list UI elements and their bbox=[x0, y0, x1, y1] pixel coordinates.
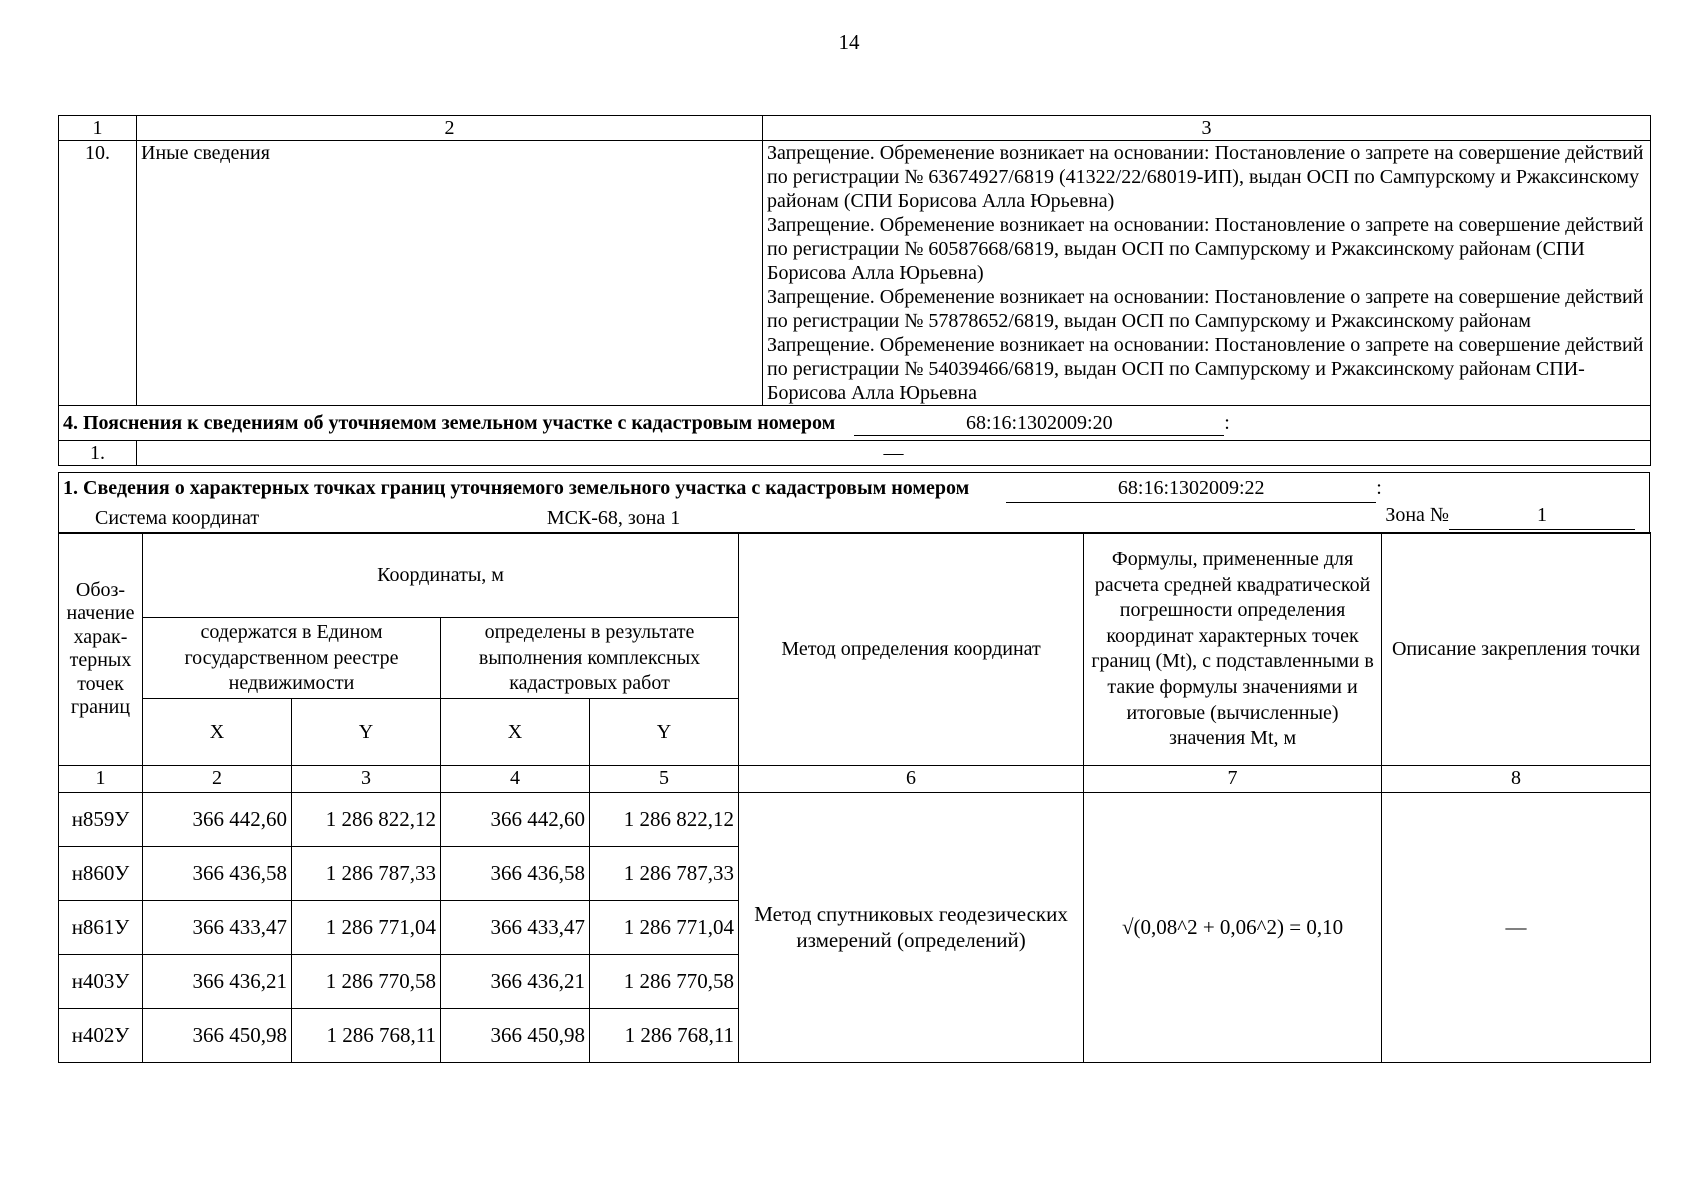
y-complex: 1 286 822,12 bbox=[590, 793, 739, 847]
point-name: н402У bbox=[59, 1009, 143, 1063]
y-complex: 1 286 787,33 bbox=[590, 847, 739, 901]
col-number: 2 bbox=[137, 116, 763, 141]
x-egrn: 366 433,47 bbox=[143, 901, 292, 955]
encumbrance-note: Запрещение. Обременение возникает на основании: Постановление о запрете на совершение действий по регистрации № 57878652/6819, выдан ОСП по Сампурскому и Ржаксинскому районам bbox=[767, 286, 1644, 332]
x-complex: 366 436,21 bbox=[441, 955, 590, 1009]
section4-title-row bbox=[59, 406, 1651, 441]
section1-title: 1. Сведения о характерных точках границ уточняемого земельного участка с кадастровым номером bbox=[63, 477, 970, 500]
encumbrance-note: Запрещение. Обременение возникает на основании: Постановление о запрете на совершение действий по регистрации № 63674927/6819 (41322/22/68019-ИП), выдан ОСП по Сампурскому и Ржаксинскому районам (СПИ Борисова Алла Юрьевна) bbox=[767, 142, 1644, 212]
section4-row bbox=[59, 441, 1651, 466]
description-value: — bbox=[1382, 793, 1651, 1063]
x-complex: 366 450,98 bbox=[441, 1009, 590, 1063]
y-egrn-header: Y bbox=[292, 699, 441, 766]
x-egrn: 366 442,60 bbox=[143, 793, 292, 847]
col-number: 6 bbox=[739, 766, 1084, 793]
page-number: 14 bbox=[838, 30, 860, 54]
col-number: 5 bbox=[590, 766, 739, 793]
x-egrn: 366 436,58 bbox=[143, 847, 292, 901]
formulas-header: Формулы, примененные для расчета средней квадратической погрешности определения координат характерных точек границ (Mt), с подставленными в такие формулы значениями и итоговые (вычисленные) значения Mt, м bbox=[1084, 533, 1382, 766]
section1-header bbox=[58, 472, 1650, 534]
description-header: Описание закрепления точки bbox=[1382, 533, 1651, 766]
y-complex: 1 286 768,11 bbox=[590, 1009, 739, 1063]
section4-title: 4. Пояснения к сведениям об уточняемом земельном участке с кадастровым номером bbox=[63, 411, 836, 434]
x-complex: 366 442,60 bbox=[441, 793, 590, 847]
x-egrn: 366 450,98 bbox=[143, 1009, 292, 1063]
x-complex: 366 433,47 bbox=[441, 901, 590, 955]
complex-works-header: определены в результате выполнения комплексных кадастровых работ bbox=[441, 618, 739, 699]
section1-cadastral-number: 68:16:1302009:22 bbox=[1006, 476, 1376, 503]
col-number: 8 bbox=[1382, 766, 1651, 793]
section4-colon: : bbox=[1224, 411, 1230, 434]
point-name: н403У bbox=[59, 955, 143, 1009]
x-egrn: 366 436,21 bbox=[143, 955, 292, 1009]
encumbrance-note: Запрещение. Обременение возникает на основании: Постановление о запрете на совершение действий по регистрации № 54039466/6819, выдан ОСП по Сампурскому и Ржаксинскому районам СПИ-Борисова Алла Юрьевна bbox=[767, 334, 1644, 404]
method-value: Метод спутниковых геодезических измерений (определений) bbox=[739, 793, 1084, 1063]
point-name: н861У bbox=[59, 901, 143, 955]
row-number: 10. bbox=[59, 141, 137, 406]
y-egrn: 1 286 787,33 bbox=[292, 847, 441, 901]
document-body bbox=[58, 115, 1650, 1063]
coordinates-header: Координаты, м bbox=[143, 533, 739, 618]
x-complex: 366 436,58 bbox=[441, 847, 590, 901]
column-number-row bbox=[59, 766, 1651, 793]
zone-label: Зона № bbox=[1385, 504, 1449, 527]
x-egrn-header: X bbox=[143, 699, 292, 766]
y-complex-header: Y bbox=[590, 699, 739, 766]
points-table bbox=[58, 532, 1651, 1063]
row-label: Иные сведения bbox=[137, 141, 763, 406]
coordinate-system-value: МСК-68, зона 1 bbox=[266, 506, 961, 533]
col-number: 3 bbox=[292, 766, 441, 793]
y-egrn: 1 286 822,12 bbox=[292, 793, 441, 847]
method-header: Метод определения координат bbox=[739, 533, 1084, 766]
coordinate-system-label: Система координат bbox=[95, 507, 260, 530]
encumbrance-note: Запрещение. Обременение возникает на основании: Постановление о запрете на совершение действий по регистрации № 60587668/6819, выдан ОСП по Сампурскому и Ржаксинскому районам (СПИ Борисова Алла Юрьевна) bbox=[767, 214, 1644, 284]
table-row bbox=[59, 793, 1651, 847]
zone-value: 1 bbox=[1449, 503, 1635, 530]
col-number: 1 bbox=[59, 766, 143, 793]
col-number: 1 bbox=[59, 116, 137, 141]
col-number: 3 bbox=[763, 116, 1651, 141]
section4-value: — bbox=[137, 441, 1651, 466]
row-number: 1. bbox=[59, 441, 137, 466]
section1-colon: : bbox=[1376, 477, 1382, 500]
encumbrance-notes bbox=[763, 141, 1651, 406]
row-other-info bbox=[59, 141, 1651, 406]
designation-header: Обоз-начение харак-терных точек границ bbox=[59, 533, 143, 766]
column-number-row bbox=[59, 116, 1651, 141]
egrn-header: содержатся в Едином государственном реестре недвижимости bbox=[143, 618, 441, 699]
header-row bbox=[59, 533, 1651, 618]
col-number: 7 bbox=[1084, 766, 1382, 793]
y-egrn: 1 286 770,58 bbox=[292, 955, 441, 1009]
x-complex-header: X bbox=[441, 699, 590, 766]
formula-value: √(0,08^2 + 0,06^2) = 0,10 bbox=[1084, 793, 1382, 1063]
y-complex: 1 286 771,04 bbox=[590, 901, 739, 955]
point-name: н859У bbox=[59, 793, 143, 847]
point-name: н860У bbox=[59, 847, 143, 901]
col-number: 4 bbox=[441, 766, 590, 793]
col-number: 2 bbox=[143, 766, 292, 793]
section4-cadastral-number: 68:16:1302009:20 bbox=[854, 411, 1224, 436]
y-complex: 1 286 770,58 bbox=[590, 955, 739, 1009]
other-info-table bbox=[58, 115, 1651, 466]
y-egrn: 1 286 768,11 bbox=[292, 1009, 441, 1063]
y-egrn: 1 286 771,04 bbox=[292, 901, 441, 955]
